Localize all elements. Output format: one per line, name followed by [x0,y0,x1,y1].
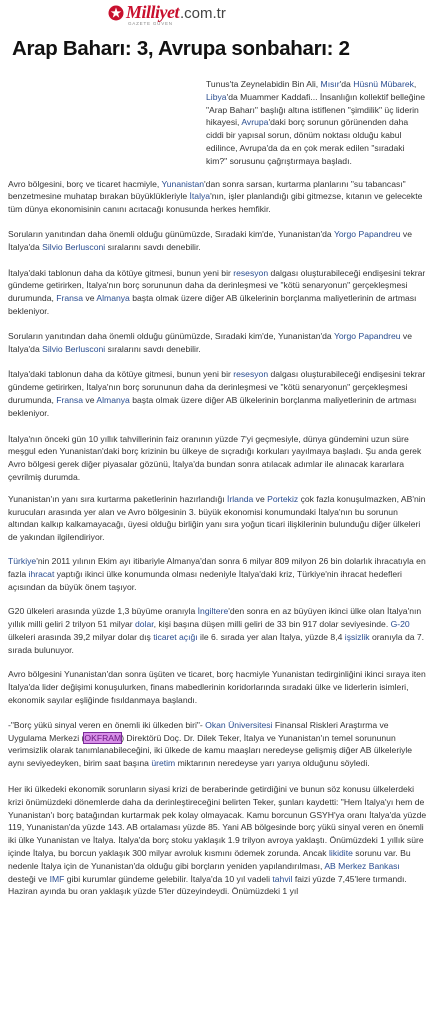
article-paragraph [8,433,428,484]
keyword-link[interactable]: tahvil [272,873,293,884]
paragraph-text: ve [83,394,97,405]
paragraph-text: ülkeleri arasında 39,2 milyar dolar dış [8,631,154,642]
paragraph-text: Tunus'ta Zeynelabidin Bin Ali, [206,79,321,89]
keyword-link[interactable]: Portekiz [267,493,299,504]
article-paragraph [8,719,428,770]
paragraph-text: oranıyla da 7. sırada bulunuyor. [8,631,425,655]
paragraph-text: Finansal Riskleri Araştırma ve Uygulama Merkezi ( [8,719,389,743]
article-paragraph [8,368,428,419]
article-paragraph [8,493,428,544]
keyword-link[interactable]: Hüsnü Mübarek [353,79,414,89]
paragraph-text: başta olmak üzere diğer AB ülkelerinin borçlanma maliyetlerinin de artması bekleniyor. [8,394,417,418]
paragraph-text: İtalya'nın önceki gün 10 yıllık tahvillerinin faiz oranının yüzde 7'yi geçmesiyle, dünya gündemini uzun süre meşgul eden Yunanistan'daki borç krizinin bu ülkeye de sıçradığı korkuları yayılmaya başladı. Şu anda gerek Avro bölgesi gerek diğer piyasalar gözünü, İtalya'da bundan sonra atılacak adımlar ile alınacak kararlara çevrilmiş durumda. [8,433,422,482]
paragraph-text: ) Direktörü Doç. Dr. Dilek Teker, İtalya ve Yunanistan'ın temel sorununun verimsizlik olarak tanımlanabileceğini, iki ülkede de kamu maaşları neredeyse gelişmiş diğer AB ülkeleriyle aynı seviyedeyken, birim saat başına [8,732,413,769]
article-paragraph [206,78,428,168]
paragraph-text: , kişi başına düşen milli geliri de 33 bin 917 dolar seviyesinde. [153,619,391,630]
paragraph-text: desteği ve [8,873,50,884]
keyword-link[interactable]: Yorgo Papandreu [333,228,401,239]
logo-brand: Milliyet [126,2,179,22]
keyword-link[interactable]: AB Merkez Bankası [324,860,400,871]
article-paragraph [8,668,428,706]
paragraph-text: 'den sonra en az büyüyen ikinci ülke olan İtalya'nın yıllık milli geliri 2 trilyon 51 milyar [8,606,422,630]
keyword-link[interactable]: Fransa [56,293,84,304]
logo-tagline: GAZETE GÜVEN [128,21,173,26]
article-paragraph [8,330,428,356]
paragraph-text: Soruların yanıtından daha önemli olduğu günümüzde, Sıradaki kim'de, Yunanistan'da [8,330,334,341]
site-logo[interactable] [108,2,226,26]
paragraph-text: gibi kurumlar gündeme gelebilir. İtalya'da 10 yıl vadeli [64,873,273,884]
paragraph-text: yaptığı ikinci ülke konumunda olması nedeniyle İtalya'daki kriz, Türkiye'nin ihracat hedefleri açısından da büyük önem taşıyor. [8,568,402,592]
keyword-link[interactable]: Silvio Berlusconi [42,241,106,252]
article-paragraph [8,555,428,593]
paragraph-text: İtalya'daki tablonun daha da kötüye gitmesi, bunun yeni bir [8,369,234,380]
keyword-link[interactable]: IMF [49,873,65,884]
paragraph-text: 'dan sonra sarsan, kurtarma planlarını "su tabancası" benzetmesine muhatap bırakan büyüklükleriyle [8,178,406,202]
article-title: Arap Baharı: 3, Avrupa sonbaharı: 2 [12,37,350,60]
keyword-link[interactable]: Fransa [56,394,84,405]
paragraph-text: ve [83,293,97,304]
article-paragraph [8,178,428,216]
keyword-link[interactable]: Okan Üniversitesi [205,719,273,730]
milliyet-star-logo-icon [108,5,124,21]
article-paragraph [8,783,428,898]
paragraph-text: ve İtalya'da [8,330,412,354]
paragraph-text: Avro bölgesini Yunanistan'dan sonra üşüten ve ticaret, borç hacmiyle Yunanistan tedirginliğini ikinci sıraya iten İtalya'da lider değişimi konuşulurken, finans mabedlerinin koridorlarında sıradaki ülke ve liderlerin isimleri, ekonomik sayılar eşliğinde fısıldanmaya başlandı. [8,669,426,706]
keyword-link[interactable]: Libya [206,91,227,102]
paragraph-text: dalgası oluşturabileceği endişesini tekrar gündeme getirirken, İtalya'nın borç sorununun daha da derinleşmesi ve "kötü senaryonun" gerçekleşmesi durumunda, [8,369,426,405]
paragraph-text: G20 ülkeleri arasında yüzde 1,3 büyüme oranıyla [8,606,198,617]
article-paragraph [8,605,428,656]
keyword-link[interactable]: Almanya [96,394,130,405]
article-paragraph [8,228,428,254]
paragraph-text: Her iki ülkedeki ekonomik sorunların siyasi krizi de beraberinde getirdiğini ve bunun söz konusu ülkelerdeki krizi önümüzdeki dönemlerde daha da derinleştireceğini belirten Teker, şunları kaydetti: "Hem İtalya'yı hem de Yunanistan'ı borç batağından kurtarmak pek kolay olmayacak. Kamu borcunun GSYH'ya oranı İtalya'da yüzde 119, Yunanistan'da yüzde 143. AB ortalaması yüzde 85. Yani AB bölgesinde borç yükü sinyal veren en önemli iki ülke Yunanistan ve İtalya. İtalya'da borç stoku yaklaşık 1.9 trilyon avroya yaklaştı. Önümüzdeki 1 yıllık süre içinde İtalya, bu borcun yaklaşık 300 milyar avroluk kısmını ödemek zorunda. Ancak [8,784,427,859]
paragraph-text: 'da Muammer Kaddafi... İnsanlığın kollektif belleğine "Arap Baharı" başlığı altına istiflenen "şimdilik" üç liderin hikayesi, [206,91,425,128]
paragraph-text: miktarının neredeyse yarı yarıya olduğunu söyledi. [175,758,370,769]
paragraph-text: sıralarını savdı denebilir. [105,343,201,354]
paragraph-text: 'nın, işler planlandığı gibi gitmezse, kıtanın ve gelecekte tüm dünya ekonomisinin canını acıtacağı konusunda herkes hemfikir. [8,191,423,215]
keyword-link[interactable]: İrlanda [227,493,254,504]
paragraph-text: 'daki borç sorunun görünenden daha ciddi bir yapısal sorun, dönüm noktası olduğu kabul edilince, Avrupa'da da en çok merak edilen "sıradaki kim?" sorusunu çağrıştırmaya başladı. [206,117,409,166]
paragraph-text: başta olmak üzere diğer AB ülkelerinin borçlanma maliyetlerinin de artması bekleniyor. [8,293,417,316]
paragraph-text: dalgası oluşturabileceği endişesini tekrar gündeme getirirken, İtalya'nın borç sorununun daha da derinleşmesi ve "kötü senaryonun" gerçekleşmesi durumunda, [8,267,426,304]
keyword-link[interactable]: üretim [151,758,176,769]
paragraph-text: çok fazla konuşulmazken, AB'nin kurucuları arasında yer alan ve Avro bölgesinin 3. büyük ekonomisi konumundaki İtalya'nın bu sorunun altından kalkıp kalkamayacağı, üyesi olduğu birliğin yanı sıra yoğun ticari ilişkilerinin bulunduğu diğer ülkeleri de yakından ilgilendiriyor. [8,493,426,543]
keyword-link[interactable]: Avrupa [241,117,269,128]
paragraph-text: İtalya'daki tablonun daha da kötüye gitmesi, bunun yeni bir [8,267,234,278]
paragraph-text: , [413,79,417,89]
keyword-link[interactable]: resesyon [233,267,269,278]
keyword-link[interactable]: resesyon [233,369,269,380]
article-body [8,78,428,898]
keyword-link[interactable]: Almanya [96,293,130,304]
paragraph-text: 'nin 2011 yılının Ekim ayı itibariyle Almanya'dan sonra 6 milyar 809 milyon 26 bin dolarlık ihracatıyla en fazla [8,555,426,579]
keyword-link[interactable]: dolar [135,619,154,630]
keyword-link[interactable]: Mısır [320,79,340,89]
keyword-link[interactable]: likidite [329,848,353,859]
paragraph-text: ve [253,493,268,504]
paragraph-text: -"Borç yükü sinyal veren en önemli iki ülkeden biri"- [8,719,206,730]
keyword-link[interactable]: Yunanistan [161,178,205,189]
keyword-link[interactable]: ticaret açığı [153,631,198,642]
paragraph-text: sorunu var. Bu nedenle İtalya için de Yunanistan'da olduğu gibi borçların yeniden yapılandırılması, [8,848,411,871]
keyword-link[interactable]: İngiltere [197,606,229,617]
keyword-link[interactable]: ihracat [28,568,55,579]
paragraph-text: Avro bölgesini, borç ve ticaret hacmiyle, [8,178,162,189]
keyword-link[interactable]: Yorgo Papandreu [333,330,401,341]
keyword-link[interactable]: Türkiye [8,555,37,566]
logo-domain: .com.tr [180,5,226,22]
paragraph-text: ve İtalya'da [8,228,412,252]
paragraph-text: Soruların yanıtından daha önemli olduğu günümüzde, Sıradaki kim'de, Yunanistan'da [8,228,334,239]
paragraph-text: faizi yüzde 7,45'lere tırmandı. Haziran ayında bu oran yaklaşık yüzde 5'ler düzeyindeydi. Önümüzdeki 1 yıl [8,873,407,897]
keyword-link[interactable]: Silvio Berlusconi [42,343,106,354]
keyword-link[interactable]: G-20 [390,619,410,630]
highlighted-term: OKFRAM [84,732,122,743]
paragraph-text: sıralarını savdı denebilir. [105,241,201,252]
paragraph-text: 'da [339,79,354,89]
article-paragraph [8,267,428,318]
paragraph-text: ile 6. sırada yer alan İtalya, yüzde 8,4 [197,631,345,642]
keyword-link[interactable]: İtalya [189,191,211,202]
keyword-link[interactable]: işsizlik [344,631,370,642]
paragraph-text: Yunanistan'ın yanı sıra kurtarma paketlerinin hazırlandığı [8,493,227,504]
